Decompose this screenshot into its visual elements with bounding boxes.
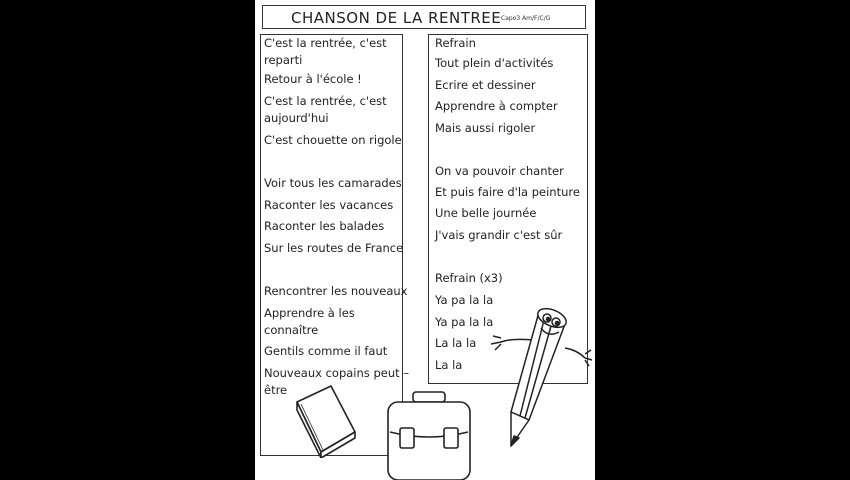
lyric-line-right-10: Refrain (x3) <box>435 271 503 285</box>
lyrics-sheet <box>255 0 595 480</box>
lyric-line-right-5: Mais aussi rigoler <box>435 121 536 135</box>
capo-chords: Capo3 Am/F/C/G <box>501 15 551 22</box>
lyric-line-right-9: J'vais grandir c'est sûr <box>435 228 563 242</box>
lyric-line-left-3: C'est la rentrée, c'est aujourd'hui <box>264 94 387 125</box>
book-illustration <box>293 380 359 458</box>
lyric-line-right-8: Une belle journée <box>435 206 537 220</box>
lyric-line-left-9: Rencontrer les nouveaux <box>264 284 408 298</box>
lyric-line-left-11: Gentils comme il faut <box>264 344 388 358</box>
song-title: CHANSON DE LA RENTREE <box>291 9 502 27</box>
lyric-line-left-1: C'est la rentrée, c'est reparti <box>264 36 387 67</box>
lyric-line-right-6: On va pouvoir chanter <box>435 164 564 178</box>
title-box <box>262 5 586 29</box>
lyric-line-left-2: Retour à l'école ! <box>264 72 362 86</box>
lyric-line-right-1: Refrain <box>435 36 476 50</box>
lyric-line-left-5: Voir tous les camarades <box>264 176 402 190</box>
lyric-line-right-12: Ya pa la la <box>435 315 494 329</box>
lyric-line-left-8: Sur les routes de France <box>264 241 404 255</box>
lyric-line-left-7: Raconter les balades <box>264 219 385 233</box>
lyric-line-left-4: C'est chouette on rigole <box>264 133 402 147</box>
lyric-line-right-11: Ya pa la la <box>435 293 494 307</box>
lyric-line-left-12: Nouveaux copains peut – être <box>264 366 410 397</box>
lyric-line-right-7: Et puis faire d'la peinture <box>435 185 580 199</box>
lyric-line-left-6: Raconter les vacances <box>264 198 394 212</box>
lyric-line-right-13: La la la <box>435 336 477 350</box>
lyric-line-right-3: Ecrire et dessiner <box>435 78 536 92</box>
schoolbag-illustration <box>380 390 478 480</box>
lyric-line-left-10: Apprendre à les connaître <box>264 306 355 337</box>
lyric-line-right-2: Tout plein d'activités <box>435 56 554 70</box>
lyric-line-right-4: Apprendre à compter <box>435 99 558 113</box>
pencil-character-illustration <box>481 298 593 458</box>
lyric-line-right-14: La la <box>435 358 463 372</box>
